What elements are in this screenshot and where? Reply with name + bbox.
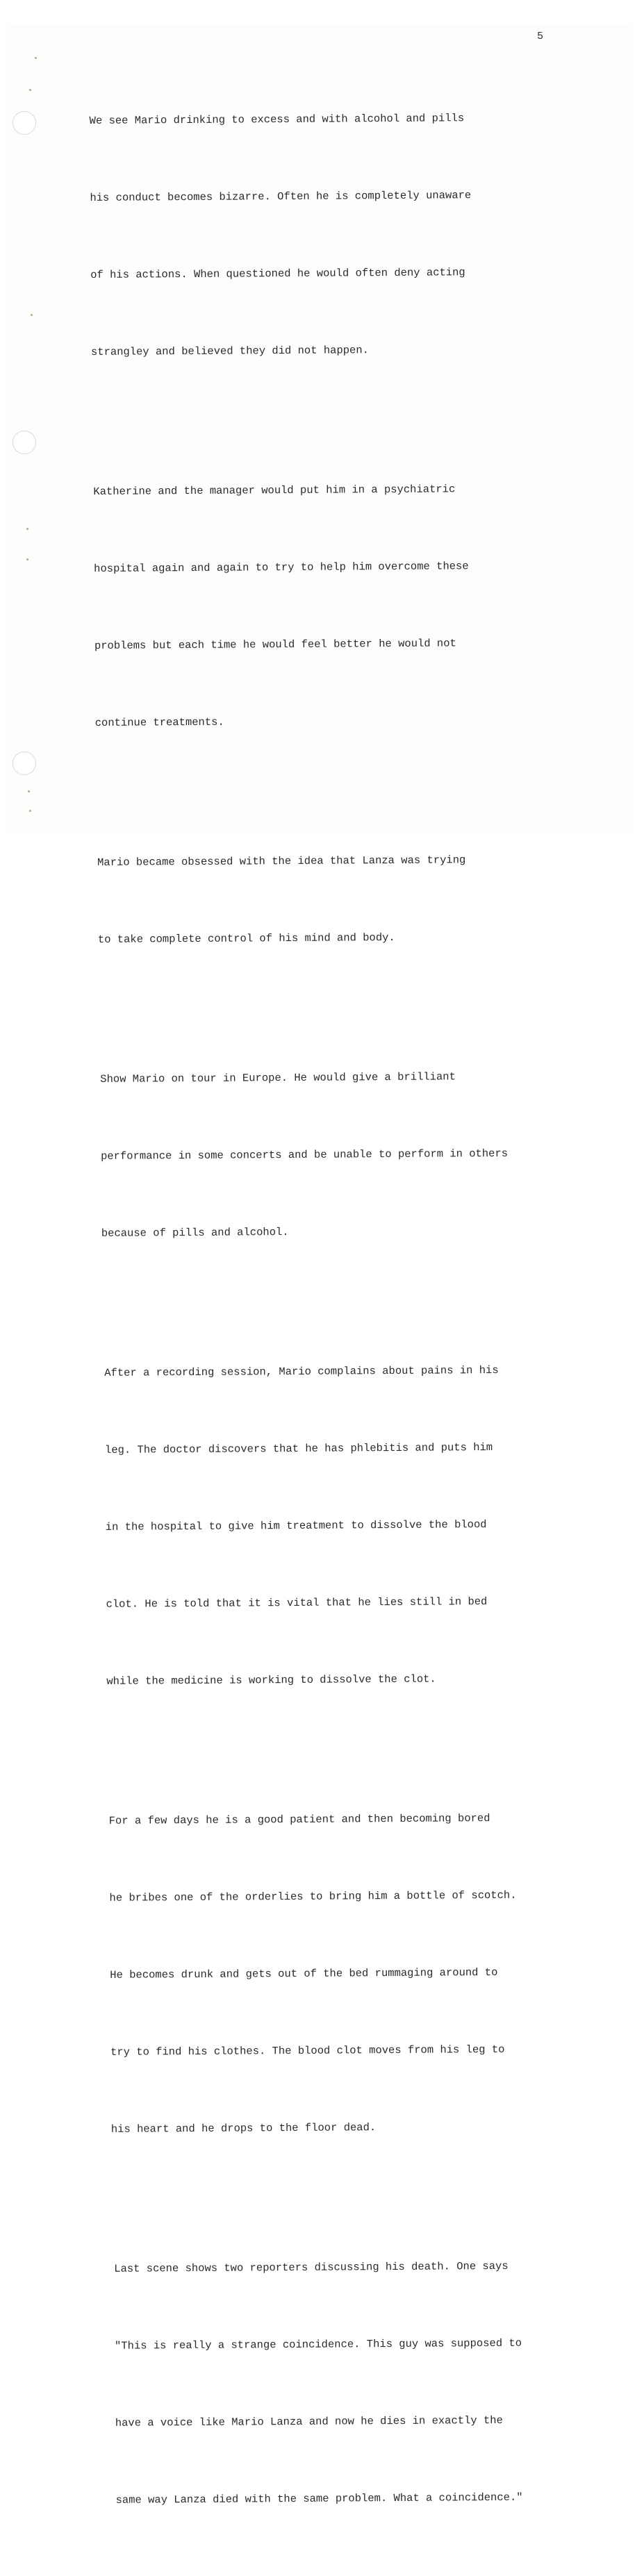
text-line: clot. He is told that it is vital that he lies still in bed bbox=[106, 1595, 488, 1611]
paper-speck bbox=[26, 558, 28, 560]
text-line: continue treatments. bbox=[94, 715, 224, 729]
text-line: have a voice like Mario Lanza and now he dies in exactly the bbox=[115, 2413, 503, 2429]
paper-speck bbox=[26, 528, 28, 530]
text-line: same way Lanza died with the same problem. What a coincidence." bbox=[115, 2491, 523, 2507]
paper-speck bbox=[29, 810, 31, 812]
text-line: Show Mario on tour in Europe. He would give a brilliant bbox=[100, 1070, 456, 1086]
paragraph-psychiatric-hospital bbox=[93, 424, 591, 788]
text-line: Katherine and the manager would put him in a psychiatric bbox=[93, 483, 456, 498]
text-line: his conduct becomes bizarre. Often he is completely unaware bbox=[90, 189, 472, 204]
text-line: "This is really a strange coincidence. This guy was supposed to bbox=[114, 2336, 522, 2352]
text-line: He becomes drunk and gets out of the bed rummaging around to bbox=[110, 1966, 498, 1981]
paper-speck bbox=[31, 314, 33, 316]
paragraph-death bbox=[108, 1754, 600, 2194]
text-line: After a recording session, Mario complains about pains in his bbox=[104, 1363, 499, 1379]
text-line: strangley and believed they did not happen. bbox=[90, 344, 369, 358]
text-line: try to find his clothes. The blood clot moves from his leg to bbox=[110, 2043, 505, 2059]
binder-hole-top bbox=[13, 111, 36, 135]
text-line: performance in some concerts and be unable to perform in others bbox=[100, 1147, 509, 1163]
text-line: problems but each time he would feel better he would not bbox=[94, 637, 456, 652]
text-line: Last scene shows two reporters discussing his death. One says bbox=[114, 2259, 509, 2275]
text-line: he bribes one of the orderlies to bring him a bottle of scotch. bbox=[109, 1888, 517, 1904]
page-number: 5 bbox=[537, 31, 544, 42]
text-line: because of pills and alcohol. bbox=[101, 1226, 289, 1240]
binder-hole-bottom bbox=[13, 751, 36, 775]
paragraph-obsessed bbox=[97, 795, 592, 1004]
paragraph-drinking bbox=[89, 53, 588, 417]
text-line: his heart and he drops to the floor dead. bbox=[110, 2121, 377, 2136]
paper-speck bbox=[29, 89, 31, 91]
paragraph-europe-tour bbox=[100, 1012, 595, 1298]
paper-speck bbox=[35, 57, 37, 59]
paragraph-phlebitis bbox=[104, 1306, 597, 1746]
text-line: in the hospital to give him treatment to dissolve the blood bbox=[105, 1518, 487, 1534]
binder-hole-middle bbox=[13, 431, 36, 454]
paper-speck bbox=[28, 790, 30, 792]
text-line: Mario became obsessed with the idea that Lanza was trying bbox=[97, 854, 466, 869]
text-line: of his actions. When questioned he would often deny acting bbox=[90, 266, 465, 281]
text-line: We see Mario drinking to excess and with alcohol and pills bbox=[89, 112, 465, 127]
paragraph-last-scene bbox=[114, 2202, 604, 2565]
text-line: hospital again and again to try to help him overcome these bbox=[94, 560, 469, 575]
script-body bbox=[89, 53, 603, 2576]
text-line: to take complete control of his mind and body. bbox=[97, 931, 395, 946]
text-line: leg. The doctor discovers that he has phlebitis and puts him bbox=[104, 1440, 493, 1456]
text-line: For a few days he is a good patient and then becoming bored bbox=[108, 1812, 490, 1827]
text-line: while the medicine is working to dissolve the clot. bbox=[106, 1672, 436, 1688]
